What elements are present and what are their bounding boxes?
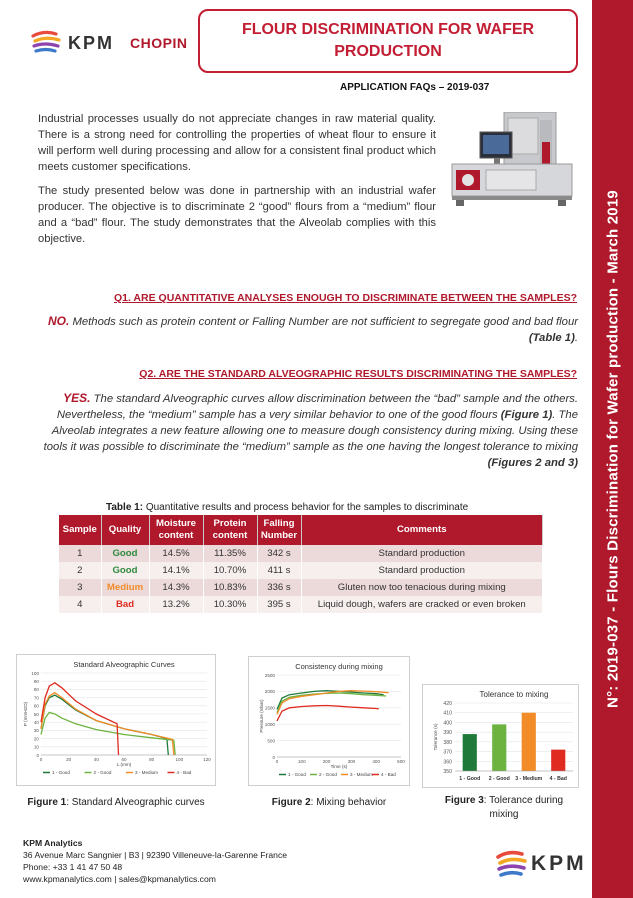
- q2-answer-text-1: The standard Alveographic curves allow discrimination between the “bad” sample and the others. Nevertheless, the “medium” sample has a very similar behavior to one of the good flours: [56, 393, 578, 421]
- y-tick-label: 80: [33, 687, 39, 693]
- x-tick-label: 200: [322, 759, 331, 764]
- y-tick-label: 20: [33, 736, 39, 742]
- y-axis-label: P (mmH2O): [23, 701, 28, 727]
- figure-2-chart: [248, 656, 410, 786]
- chart-title: Tolerance to mixing: [479, 690, 549, 699]
- table-row: [59, 596, 543, 613]
- logo-kpm-text: KPM: [68, 33, 114, 53]
- logo-chopin-text: CHOPIN: [130, 35, 188, 51]
- x-tick-label: 1 - Good: [459, 776, 481, 782]
- header-quality: Quality: [101, 515, 149, 545]
- intro-paragraph-1: Industrial processes usually do not appreciate changes in raw material quality. There is a strong need for controlling the properties of wheat flour to ensure it will perform well during processing and allow for a consistent final product which meets customer specifications.: [38, 113, 436, 173]
- footer: [23, 837, 287, 885]
- table-row: [59, 545, 543, 562]
- legend-label: 3 - Medium: [135, 770, 158, 775]
- x-axis-label: Time (s): [330, 764, 348, 769]
- y-tick-label: 0: [36, 752, 39, 758]
- kpm-swirl-icon: [495, 848, 529, 880]
- y-tick-label: 100: [31, 670, 39, 676]
- cell-moisture: 14.3%: [149, 579, 203, 596]
- cell-moisture: 13.2%: [149, 596, 203, 613]
- table-caption: [106, 502, 468, 513]
- cell-protein: 10.70%: [203, 562, 257, 579]
- bar-2-good: [492, 724, 506, 771]
- q1-reference: (Table 1): [528, 332, 575, 344]
- legend-label: 4 - Bad: [176, 770, 192, 775]
- y-tick-label: 360: [443, 759, 452, 766]
- x-tick-label: 100: [297, 759, 306, 764]
- chart-title: Consistency during mixing: [295, 662, 383, 671]
- y-tick-label: 30: [33, 728, 39, 734]
- page-subtitle: APPLICATION FAQs – 2019-037: [340, 82, 490, 93]
- y-tick-label: 350: [443, 769, 452, 775]
- sidebar: [592, 0, 633, 898]
- cell-falling-number: 395 s: [257, 596, 301, 613]
- alveographic-curves-svg: [17, 655, 215, 785]
- y-tick-label: 10: [33, 744, 39, 750]
- bar-3-medium: [522, 713, 536, 771]
- figure-3-text: : Tolerance during mixing: [483, 795, 564, 820]
- q1-keyword: NO.: [47, 314, 70, 328]
- cell-moisture: 14.5%: [149, 545, 203, 562]
- cell-comments: Standard production: [301, 545, 543, 562]
- legend-label: 2 - Good: [319, 772, 337, 777]
- kpm-chopin-logo: [30, 26, 190, 60]
- legend-label: 2 - Good: [93, 770, 112, 775]
- x-tick-label: 120: [203, 757, 211, 762]
- cell-quality: Bad: [101, 596, 149, 613]
- x-tick-label: 300: [347, 759, 356, 764]
- x-tick-label: 0: [39, 757, 43, 762]
- footer-phone: Phone: +33 1 41 47 50 48: [23, 862, 123, 872]
- cell-comments: Standard production: [301, 562, 543, 579]
- x-tick-label: 80: [149, 757, 155, 762]
- y-tick-label: 370: [443, 749, 452, 756]
- figure-3-chart: [422, 684, 579, 788]
- mixing-consistency-svg: [249, 657, 409, 785]
- y-tick-label: 1000: [264, 722, 275, 727]
- figure-2-label: Figure 2: [271, 797, 311, 808]
- cell-falling-number: 336 s: [257, 579, 301, 596]
- table-row: [59, 562, 543, 579]
- q1-answer: [38, 313, 578, 346]
- y-tick-label: 2000: [264, 689, 275, 695]
- figure-1-caption: [16, 796, 216, 810]
- header-comments: Comments: [301, 515, 543, 545]
- cell-sample: 4: [59, 596, 101, 613]
- q2-answer-text-2: . The Alveolab integrates a new feature allowing one to measure dough consistency during mixing. Using these tools it was possible to discriminate the “medium” sample as the one having the longest tolerance to mixing: [43, 409, 578, 453]
- y-tick-label: 410: [443, 710, 452, 717]
- legend-label: 1 - Good: [52, 770, 70, 775]
- alveolab-machine-image: [446, 112, 578, 224]
- title-box: [198, 9, 578, 73]
- header-sample: Sample: [59, 515, 101, 545]
- cell-falling-number: 411 s: [257, 562, 301, 579]
- cell-protein: 10.83%: [203, 579, 257, 596]
- figure-3-caption: [436, 794, 572, 822]
- sidebar-text: N°: 2019-037 - Flours Discrimination for Wafer production - March 2019: [604, 190, 621, 708]
- cell-comments: Liquid dough, wafers are cracked or even broken: [301, 596, 543, 613]
- y-axis-label: Tolerance (s): [433, 723, 438, 751]
- x-tick-label: 0: [275, 759, 279, 764]
- q1-heading: Q1. ARE QUANTITATIVE ANALYSES ENOUGH TO DISCRIMINATE BETWEEN THE SAMPLES?: [113, 292, 577, 304]
- table-caption-label: Table 1:: [106, 502, 144, 513]
- legend-label: 4 - Bad: [381, 772, 396, 777]
- bar-4-bad: [551, 750, 565, 771]
- figure-1-chart: [16, 654, 216, 786]
- kpm-footer-logo: [495, 846, 605, 882]
- y-tick-label: 420: [443, 701, 452, 707]
- q1-answer-text: Methods such as protein content or Falling Number are not sufficient to segregate good and bad flour: [72, 316, 578, 328]
- x-tick-label: 2 - Good: [488, 776, 510, 782]
- q2-heading: Q2. ARE THE STANDARD ALVEOGRAPHIC RESULTS DISCRIMINATING THE SAMPLES?: [139, 368, 577, 380]
- cell-moisture: 14.1%: [149, 562, 203, 579]
- cell-quality: Good: [101, 545, 149, 562]
- cell-quality: Medium: [101, 579, 149, 596]
- y-tick-label: 0: [272, 754, 275, 760]
- figure-3-label: Figure 3: [444, 795, 484, 806]
- footer-address: 36 Avenue Marc Sangnier | B3 | 92390 Villeneuve-la-Garenne France: [23, 850, 288, 860]
- table-caption-text: Quantitative results and process behavior for the samples to discriminate: [145, 502, 469, 513]
- cell-protein: 10.30%: [203, 596, 257, 613]
- y-tick-label: 500: [267, 738, 275, 744]
- y-axis-label: Pressure (mbar): [259, 699, 264, 733]
- tolerance-bar-svg: [423, 685, 578, 787]
- q2-reference-1: (Figure 1): [500, 409, 553, 421]
- y-tick-label: 60: [33, 703, 39, 709]
- x-tick-label: 4 - Bad: [549, 776, 567, 782]
- chart-title: Standard Alveographic Curves: [73, 660, 175, 669]
- figure-2-caption: [248, 796, 410, 810]
- series-line-1-good: [41, 695, 168, 755]
- y-tick-label: 380: [443, 739, 452, 746]
- x-tick-label: 400: [372, 759, 381, 764]
- kpm-swirl-icon: [30, 28, 64, 56]
- y-tick-label: 1500: [264, 705, 275, 711]
- figure-2-text: : Mixing behavior: [310, 797, 387, 808]
- bar-1-good: [463, 734, 477, 771]
- y-tick-label: 390: [443, 730, 452, 737]
- intro-paragraph-2: The study presented below was done in partnership with an industrial wafer producer. The objective is to discriminate 2 “good” flours from a “medium” flour and a “bad” flour. The study demonstrates that the Alveolab complies with this objective.: [38, 185, 436, 245]
- cell-sample: 1: [59, 545, 101, 562]
- series-line-3-medium: [41, 693, 174, 755]
- cell-falling-number: 342 s: [257, 545, 301, 562]
- cell-protein: 11.35%: [203, 545, 257, 562]
- results-table: [59, 515, 543, 613]
- q1-end: .: [574, 332, 578, 344]
- table-header-row: [59, 515, 543, 545]
- cell-comments: Gluten now too tenacious during mixing: [301, 579, 543, 596]
- legend-label: 1 - Good: [288, 772, 306, 777]
- x-tick-label: 60: [121, 757, 127, 762]
- footer-company: KPM Analytics: [23, 838, 83, 848]
- x-tick-label: 40: [93, 757, 99, 762]
- figure-1-label: Figure 1: [27, 797, 67, 808]
- x-tick-label: 3 - Medium: [515, 776, 543, 782]
- table-row: [59, 579, 543, 596]
- x-tick-label: 500: [397, 759, 405, 764]
- x-axis-label: L (mm): [116, 762, 132, 767]
- y-tick-label: 2500: [264, 672, 275, 678]
- q2-reference-2: (Figures 2 and 3): [487, 457, 578, 469]
- intro-text: [38, 111, 436, 255]
- y-tick-label: 90: [33, 679, 39, 684]
- series-line-2-good: [277, 693, 386, 713]
- footer-logo-text: KPM: [531, 852, 587, 875]
- footer-web: www.kpmanalytics.com | sales@kpmanalytics.com: [23, 874, 216, 884]
- y-tick-label: 400: [443, 720, 452, 727]
- x-tick-label: 100: [175, 757, 184, 762]
- cell-sample: 3: [59, 579, 101, 596]
- header-protein: Protein content: [203, 515, 257, 545]
- q2-answer: [38, 390, 578, 471]
- page-title: FLOUR DISCRIMINATION FOR WAFER PRODUCTION: [241, 21, 535, 60]
- y-tick-label: 40: [33, 720, 39, 725]
- q2-keyword: YES.: [63, 391, 91, 405]
- y-tick-label: 70: [33, 695, 39, 701]
- x-tick-label: 20: [66, 757, 72, 762]
- header-moisture: Moisture content: [149, 515, 203, 545]
- series-line-2-good: [41, 712, 175, 755]
- cell-sample: 2: [59, 562, 101, 579]
- cell-quality: Good: [101, 562, 149, 579]
- legend-label: 3 - Medium: [350, 772, 373, 777]
- figure-1-text: : Standard Alveographic curves: [66, 797, 205, 808]
- y-tick-label: 50: [33, 711, 39, 717]
- header-falling-number: Falling Number: [257, 515, 301, 545]
